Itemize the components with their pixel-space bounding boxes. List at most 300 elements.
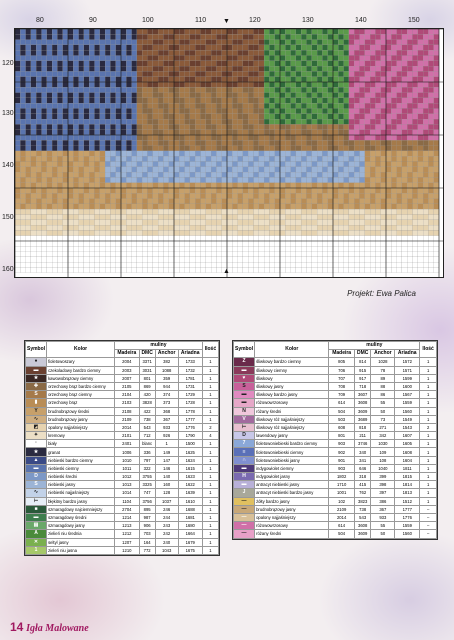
- key-ilosc: 1: [420, 432, 437, 440]
- key-row: [234, 374, 437, 382]
- key-symbol: ✦: [26, 432, 47, 440]
- key-color-name: fioletowoniebieski ciemny: [255, 448, 329, 456]
- key-ariadna: 1729: [178, 391, 202, 399]
- key-row: [26, 415, 219, 423]
- key-madeira: 706: [329, 366, 354, 374]
- key-dmc: 3755: [139, 473, 155, 481]
- key-row: [234, 497, 437, 505]
- key-color-name: śliwkowy róż najjaśniejszy: [255, 423, 329, 431]
- key-row: [26, 489, 219, 497]
- key-dmc: 3608: [354, 522, 371, 530]
- key-ilosc: 1: [420, 407, 437, 415]
- key-ariadna: 1664: [178, 530, 202, 538]
- key-row: [26, 358, 219, 366]
- key-color-name: biały: [47, 440, 115, 448]
- key-color-name: orzechowy brąz ciemny: [47, 391, 115, 399]
- key-color-name: fioletowoniebieski bardzo ciemny: [255, 440, 329, 448]
- key-ilosc: 1: [420, 399, 437, 407]
- key-madeira: 801: [329, 432, 354, 440]
- key-dmc: 987: [139, 513, 155, 521]
- key-row: [26, 432, 219, 440]
- key-ilosc: 1: [420, 497, 437, 505]
- key-anchor: 373: [155, 399, 178, 407]
- key-anchor: 944: [155, 382, 178, 390]
- key-anchor: 1043: [155, 546, 178, 554]
- key-symbol: ∿: [26, 489, 47, 497]
- key-color-name: szmaragdowy najciemniejszy: [47, 505, 115, 513]
- key-anchor: 88: [371, 382, 395, 390]
- key-ilosc: 1: [202, 538, 218, 546]
- key-anchor: 1030: [371, 440, 395, 448]
- key-madeira: 504: [329, 530, 354, 538]
- key-anchor: 342: [371, 432, 395, 440]
- key-color-name: opalony najjaśniejszy: [47, 423, 115, 431]
- key-ilosc: 1: [202, 481, 218, 489]
- column-tick-label: 150: [408, 17, 420, 24]
- key-color-name: niebieski jasny: [47, 481, 115, 489]
- key-madeira: 1212: [115, 530, 140, 538]
- key-dmc: 797: [139, 456, 155, 464]
- key-dmc: 422: [139, 407, 155, 415]
- key-madeira: 1710: [329, 481, 354, 489]
- key-row: [26, 382, 219, 390]
- key-row: [26, 391, 219, 399]
- key-ilosc: 1: [420, 489, 437, 497]
- key-madeira: 2105: [115, 382, 140, 390]
- key-anchor: 1040: [371, 464, 395, 472]
- key-dmc: 543: [354, 513, 371, 521]
- key-ariadna: 1512: [395, 497, 420, 505]
- key-dmc: 3609: [354, 407, 371, 415]
- key-dmc: 747: [139, 489, 155, 497]
- key-anchor: 1028: [371, 358, 395, 366]
- key-madeira: 1014: [115, 489, 140, 497]
- key-ilosc: 1: [420, 391, 437, 399]
- key-madeira: 1213: [115, 522, 140, 530]
- key-ilosc: 1: [202, 366, 218, 374]
- key-ariadna: 1599: [395, 374, 420, 382]
- key-dmc: 341: [354, 456, 371, 464]
- key-symbol: ⊢: [234, 423, 255, 431]
- key-color-name: orzechowy brąz: [47, 399, 115, 407]
- key-color-name: niebieski średni: [47, 473, 115, 481]
- header-muliny: muliny: [115, 342, 203, 350]
- column-tick-label: 90: [89, 17, 97, 24]
- key-row: [234, 473, 437, 481]
- key-color-name: seltyl jasny: [47, 538, 115, 546]
- key-symbol: ♥: [234, 374, 255, 382]
- key-ilosc: 1: [202, 358, 218, 366]
- key-row: [234, 423, 437, 431]
- key-row: [234, 505, 437, 513]
- header-dmc: DMC: [354, 350, 371, 358]
- key-color-name: granat: [47, 448, 115, 456]
- key-color-name: śliwkowy róż najjaśniejszy: [255, 415, 329, 423]
- key-ilosc: 1: [202, 489, 218, 497]
- key-symbol: ▬: [26, 366, 47, 374]
- key-symbol: ·: [26, 440, 47, 448]
- key-anchor: 359: [155, 374, 178, 382]
- key-ilosc: 1: [202, 530, 218, 538]
- key-anchor: 243: [155, 522, 178, 530]
- key-madeira: 1210: [115, 546, 140, 554]
- key-color-name: fioletowoszary: [47, 358, 115, 366]
- key-ariadna: 1559: [395, 522, 420, 530]
- key-ilosc: 1: [420, 415, 437, 423]
- key-ilosc: 1: [420, 448, 437, 456]
- key-symbol: S: [26, 391, 47, 399]
- thread-key-right: [232, 340, 438, 540]
- key-ariadna: 1728: [178, 399, 202, 407]
- key-symbol: D: [26, 473, 47, 481]
- thread-key-left: [24, 340, 220, 556]
- key-madeira: 102: [329, 497, 354, 505]
- key-row: [26, 481, 219, 489]
- key-color-name: błękitny bardzo jasny: [47, 497, 115, 505]
- key-ilosc: 1: [202, 415, 218, 423]
- key-color-name: różany średni: [255, 530, 329, 538]
- key-symbol: ★: [26, 374, 47, 382]
- column-tick-label: 120: [249, 17, 261, 24]
- key-ariadna: 1559: [395, 399, 420, 407]
- key-ariadna: 1732: [178, 366, 202, 374]
- header-madeira: Madeira: [115, 350, 140, 358]
- key-color-name: śliwkowy: [255, 374, 329, 382]
- key-anchor: 367: [155, 415, 178, 423]
- key-row: [234, 382, 437, 390]
- key-ariadna: 1790: [178, 432, 202, 440]
- key-symbol: ∿: [26, 415, 47, 423]
- key-dmc: 318: [354, 473, 371, 481]
- key-ariadna: 1623: [178, 473, 202, 481]
- key-ariadna: 1572: [395, 358, 420, 366]
- key-color-name: brudnobrązowy średni: [47, 407, 115, 415]
- key-ilosc: –: [420, 513, 437, 521]
- header-ariadna: Ariadna: [395, 350, 420, 358]
- key-ilosc: 1: [202, 448, 218, 456]
- key-symbol: ∩: [234, 456, 255, 464]
- key-ilosc: –: [420, 522, 437, 530]
- column-tick-label: 140: [355, 17, 367, 24]
- key-anchor: 1088: [155, 366, 178, 374]
- key-row: [26, 522, 219, 530]
- key-anchor: 368: [155, 407, 178, 415]
- key-ilosc: 2: [202, 423, 218, 431]
- key-dmc: 211: [354, 432, 371, 440]
- key-ilosc: 1: [420, 440, 437, 448]
- key-madeira: 1802: [329, 473, 354, 481]
- key-madeira: 2101: [115, 432, 140, 440]
- key-madeira: 1006: [115, 448, 140, 456]
- key-color-name: szmaragdowy średni: [47, 513, 115, 521]
- row-tick-label: 150: [2, 214, 14, 221]
- key-dmc: 712: [139, 432, 155, 440]
- key-ariadna: 1680: [178, 522, 202, 530]
- key-ilosc: 1: [420, 358, 437, 366]
- key-ariadna: 1814: [395, 481, 420, 489]
- key-madeira: 1207: [115, 538, 140, 546]
- key-row: [234, 530, 437, 538]
- key-madeira: 805: [329, 358, 354, 366]
- key-ariadna: 1543: [395, 423, 420, 431]
- key-color-name: antracyt niebieski bardzo jasny: [255, 489, 329, 497]
- key-ilosc: –: [420, 505, 437, 513]
- key-ilosc: 1: [420, 456, 437, 464]
- key-anchor: 89: [371, 374, 395, 382]
- key-anchor: 140: [155, 473, 178, 481]
- key-dmc: 818: [354, 423, 371, 431]
- key-symbol: D: [234, 432, 255, 440]
- row-tick-label: 120: [2, 60, 14, 67]
- key-dmc: 801: [139, 374, 155, 382]
- key-ariadna: 1679: [178, 538, 202, 546]
- key-madeira: 1010: [115, 456, 140, 464]
- key-color-name: śliwkowy bardzo ciemny: [255, 358, 329, 366]
- key-ariadna: 1560: [395, 530, 420, 538]
- header-muliny: muliny: [329, 342, 420, 350]
- key-ilosc: 1: [420, 464, 437, 472]
- key-symbol: N: [234, 407, 255, 415]
- key-row: [26, 505, 219, 513]
- key-ariadna: 1681: [178, 513, 202, 521]
- key-madeira: 707: [329, 374, 354, 382]
- key-color-name: kawowobrązowy ciemny: [47, 374, 115, 382]
- key-madeira: 2004: [115, 358, 140, 366]
- key-ariadna: 1607: [395, 432, 420, 440]
- key-ilosc: 1: [202, 407, 218, 415]
- cross-stitch-chart: [14, 28, 444, 278]
- key-dmc: 340: [354, 448, 371, 456]
- key-dmc: 420: [139, 391, 155, 399]
- key-symbol: ✚: [26, 382, 47, 390]
- key-anchor: 108: [371, 456, 395, 464]
- key-symbol: ■: [26, 505, 47, 513]
- key-ariadna: 1604: [395, 456, 420, 464]
- key-madeira: 1011: [115, 464, 140, 472]
- key-dmc: 3828: [139, 399, 155, 407]
- key-symbol: Y: [26, 407, 47, 415]
- key-row: [234, 464, 437, 472]
- key-symbol: —: [234, 505, 255, 513]
- key-ariadna: 1615: [178, 464, 202, 472]
- key-ilosc: 1: [420, 366, 437, 374]
- key-ilosc: 1: [202, 382, 218, 390]
- key-color-name: niebieski bardzo ciemny: [47, 456, 115, 464]
- key-anchor: 240: [155, 538, 178, 546]
- key-anchor: 73: [371, 415, 395, 423]
- key-anchor: 1: [155, 440, 178, 448]
- key-ilosc: 1: [420, 473, 437, 481]
- key-symbol: ▬: [26, 464, 47, 472]
- key-symbol: J: [234, 489, 255, 497]
- column-tick-label: 110: [195, 17, 207, 24]
- key-symbol: ▮: [26, 399, 47, 407]
- key-row: [26, 464, 219, 472]
- header-symbol: Symbol: [234, 342, 255, 358]
- key-color-name: niebieski ciemny: [47, 464, 115, 472]
- key-dmc: 336: [139, 448, 155, 456]
- stitch-grid: [15, 29, 443, 277]
- key-color-name: opalony najjaśniejszy: [255, 513, 329, 521]
- key-color-name: żółty bardzo jasny: [255, 497, 329, 505]
- key-anchor: 933: [155, 423, 178, 431]
- key-symbol: 7: [234, 440, 255, 448]
- key-color-name: zielień niu średnia: [47, 530, 115, 538]
- key-row: [234, 489, 437, 497]
- key-color-name: różowowrzosowy: [255, 399, 329, 407]
- key-anchor: 149: [155, 448, 178, 456]
- key-ariadna: 1622: [178, 481, 202, 489]
- key-madeira: 2108: [115, 407, 140, 415]
- key-row: [234, 407, 437, 415]
- key-ilosc: 1: [202, 522, 218, 530]
- key-symbol: ▬: [26, 513, 47, 521]
- key-anchor: 160: [155, 481, 178, 489]
- key-row: [234, 366, 437, 374]
- key-symbol: ★: [26, 448, 47, 456]
- key-madeira: 1214: [115, 513, 140, 521]
- key-dmc: 718: [354, 382, 371, 390]
- row-tick-label: 140: [2, 162, 14, 169]
- key-symbol: ●: [26, 358, 47, 366]
- key-color-name: szmaragdowy jasny: [47, 522, 115, 530]
- key-row: [26, 538, 219, 546]
- key-row: [234, 391, 437, 399]
- key-madeira: 709: [329, 391, 354, 399]
- key-color-name: antracyt niebieski jasny: [255, 481, 329, 489]
- key-color-name: zieleń niu jasna: [47, 546, 115, 554]
- key-dmc: 772: [139, 546, 155, 554]
- key-dmc: 3607: [354, 391, 371, 399]
- key-madeira: 2104: [115, 391, 140, 399]
- column-tick-label: 80: [36, 17, 44, 24]
- key-symbol: ⊢: [26, 497, 47, 505]
- key-color-name: brudnobrązowy jasny: [255, 505, 329, 513]
- key-ariadna: 1688: [178, 505, 202, 513]
- key-symbol: ▬: [234, 464, 255, 472]
- key-ilosc: 1: [202, 505, 218, 513]
- key-color-name: orzechowy brąz bardzo ciemny: [47, 382, 115, 390]
- key-anchor: 399: [371, 473, 395, 481]
- header-anchor: Anchor: [155, 350, 178, 358]
- key-ariadna: 1776: [395, 513, 420, 521]
- key-madeira: 2003: [115, 366, 140, 374]
- header-kolor: Kolor: [255, 342, 329, 358]
- key-color-name: fioletowoniebieski jasny: [255, 456, 329, 464]
- key-row: [26, 399, 219, 407]
- key-row: [26, 530, 219, 538]
- key-color-name: śliwkowy jasny: [255, 382, 329, 390]
- key-symbol: H: [234, 473, 255, 481]
- key-ilosc: 1: [420, 382, 437, 390]
- key-anchor: 86: [371, 391, 395, 399]
- key-anchor: 242: [155, 530, 178, 538]
- key-ariadna: 1777: [395, 505, 420, 513]
- key-symbol: S: [234, 382, 255, 390]
- key-madeira: 708: [329, 382, 354, 390]
- key-row: [234, 358, 437, 366]
- key-ilosc: 1: [202, 464, 218, 472]
- key-anchor: 55: [371, 522, 395, 530]
- key-row: [26, 513, 219, 521]
- key-madeira: 903: [329, 440, 354, 448]
- key-madeira: 2704: [115, 505, 140, 513]
- key-ariadna: 1608: [395, 448, 420, 456]
- key-madeira: 2014: [329, 513, 354, 521]
- key-symbol: ▬: [234, 366, 255, 374]
- key-row: [26, 374, 219, 382]
- key-symbol: ▲: [26, 456, 47, 464]
- key-dmc: 322: [139, 464, 155, 472]
- key-ariadna: 1625: [178, 448, 202, 456]
- key-row: [234, 456, 437, 464]
- key-dmc: 3756: [139, 497, 155, 505]
- key-madeira: 614: [329, 399, 354, 407]
- key-row: [26, 423, 219, 431]
- key-ariadna: 1781: [178, 374, 202, 382]
- key-color-name: indygowiolet jasny: [255, 473, 329, 481]
- key-row: [234, 481, 437, 489]
- key-symbol: ≡: [234, 448, 255, 456]
- key-color-name: indygowiolet ciemny: [255, 464, 329, 472]
- key-madeira: 1013: [115, 481, 140, 489]
- key-anchor: 398: [371, 481, 395, 489]
- key-row: [26, 407, 219, 415]
- key-anchor: 374: [155, 391, 178, 399]
- key-dmc: 415: [354, 481, 371, 489]
- key-symbol: A: [26, 530, 47, 538]
- key-ariadna: 1778: [178, 407, 202, 415]
- key-dmc: 915: [354, 366, 371, 374]
- key-anchor: 50: [371, 530, 395, 538]
- key-madeira: 902: [329, 448, 354, 456]
- key-dmc: 3823: [354, 497, 371, 505]
- key-symbol: ▤: [26, 522, 47, 530]
- key-row: [234, 399, 437, 407]
- key-row: [26, 546, 219, 554]
- key-symbol: ✕: [26, 538, 47, 546]
- key-madeira: 504: [329, 407, 354, 415]
- key-row: [234, 440, 437, 448]
- key-ilosc: 4: [202, 432, 218, 440]
- key-anchor: 933: [371, 513, 395, 521]
- key-ilosc: 1: [202, 546, 218, 554]
- key-dmc: 895: [139, 505, 155, 513]
- key-ariadna: 1811: [395, 464, 420, 472]
- key-anchor: 382: [155, 358, 178, 366]
- column-tick-label: 100: [142, 17, 154, 24]
- key-ilosc: 1: [420, 374, 437, 382]
- key-madeira: 2401: [115, 440, 140, 448]
- key-ariadna: 1571: [395, 366, 420, 374]
- key-ariadna: 1605: [395, 440, 420, 448]
- center-arrow-top-icon: ▼: [223, 18, 230, 25]
- key-ariadna: 1600: [395, 382, 420, 390]
- key-anchor: 146: [155, 464, 178, 472]
- key-color-name: kremowy: [47, 432, 115, 440]
- header-symbol: Symbol: [26, 342, 47, 358]
- page-footer: [10, 620, 89, 634]
- key-ilosc: 1: [202, 399, 218, 407]
- key-row: [26, 448, 219, 456]
- key-color-name: różowowrzosowy: [255, 522, 329, 530]
- key-ilosc: 1: [202, 374, 218, 382]
- row-tick-label: 130: [2, 110, 14, 117]
- key-ariadna: 1639: [178, 489, 202, 497]
- key-ariadna: 1560: [395, 407, 420, 415]
- key-color-name: różany średni: [255, 407, 329, 415]
- key-ariadna: 1733: [178, 358, 202, 366]
